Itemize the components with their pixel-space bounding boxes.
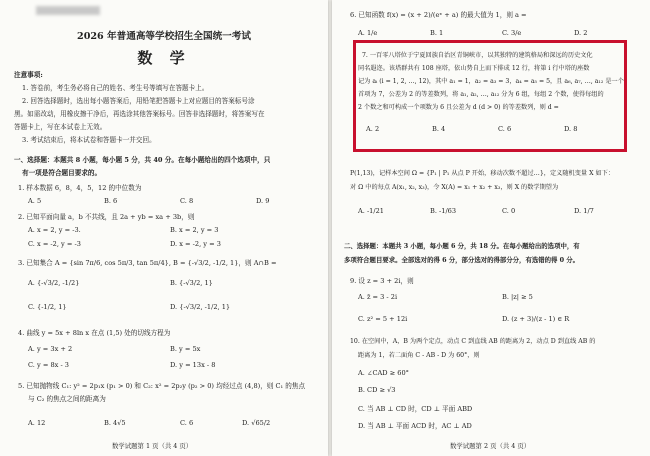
q8-line-1: P(1,13)，记样本空间 Ω = {P₁ | P₁ 从点 P 开始，移动次数不超过…}，定义随机变量 X 如下： [350, 170, 615, 177]
q2-option-a: A. x = 2, y = -3. [28, 226, 81, 234]
q7-line-3: 记为 aᵢ (i = 1, 2, …, 12)，其中 a₁ = 1，a₂ = a₃ = 3，a₄ = a₅ = 5，且 a₆, a₇, …, a₁₂ 是一个 [358, 78, 624, 85]
q1-stem: 1. 样本数据 6，8，4，5，12 的中位数为 [18, 184, 142, 192]
q8-option-a: A. -1/21 [358, 207, 384, 215]
question-7-highlight-box [353, 40, 627, 152]
q7-option-d: D. 8 [564, 125, 578, 133]
q4-option-b: B. y = 5x [170, 345, 201, 353]
q6-option-b: B. 1 [430, 29, 444, 37]
q6-option-a: A. 1/e [358, 29, 378, 37]
notice-item-3: 3. 考试结束后，将本试卷和答题卡一并交回。 [22, 136, 156, 144]
q9-stem: 9. 设 z = 3 + 2i，则 [350, 277, 414, 285]
section2-heading-cont: 多项符合题目要求。全部选对的得 6 分，部分选对的得部分分，有选错的得 0 分。 [344, 256, 580, 264]
q3-stem: 3. 已知集合 A = {sin 7π/6, cos 5π/3, tan 5π/4}, B = {-√3/2, -1/2, 1}，则 A∩B = [18, 259, 277, 267]
q10-option-c: C. 当 AB ⊥ CD 时，CD ⊥ 平面 ABD [358, 405, 473, 413]
notice-item-2-end: 答题卡上，写在本试卷上无效。 [14, 123, 107, 131]
q10-option-b: B. CD ≥ √3 [358, 386, 396, 394]
blurred-header [36, 6, 100, 15]
q3-option-c: C. {-1/2, 1} [28, 303, 67, 311]
q9-option-c: C. z² = 5 + 12i [358, 315, 408, 323]
section1-heading: 一、选择题：本题共 8 小题，每小题 5 分，共 40 分。在每小题给出的四个选项中，只 [14, 156, 271, 164]
exam-title: 2026 年普通高等学校招生全国统一考试 [77, 31, 251, 42]
q2-option-b: B. x = 2, y = 3 [170, 226, 219, 234]
q2-option-d: D. x = -2, y = 3 [170, 240, 221, 248]
q1-option-c: C. 8 [180, 197, 194, 205]
q5-stem-cont: 与 C₂ 的焦点之间的距离为 [28, 395, 106, 403]
q7-line-4: 首项为 7，公差为 2 的等差数列，将 a₁, a₂, …, a₁₂ 分为 6 组，每组 2 个数，使得每组的 [358, 91, 604, 98]
q9-option-a: A. z̄ = 3 - 2i [358, 293, 398, 301]
section2-heading: 二、选择题：本题共 3 小题，每小题 6 分，共 18 分。在每小题给出的选项中，有 [344, 242, 580, 250]
q8-option-d: D. 1/7 [574, 207, 594, 215]
q9-option-d: D. (z + 3)/(z - 1) ∈ R [502, 315, 570, 323]
page-footer-1: 数学试题第 1 页（共 4 页） [112, 442, 193, 450]
q6-option-c: C. 3/e [502, 29, 522, 37]
q6-option-d: D. 2 [574, 29, 588, 37]
q5-option-b: B. 4√5 [104, 419, 126, 427]
q8-line-2: 对 Ω 中的每点 A(x₁, x₂, x₃)，令 X(A) = x₁ + x₂ + x₃，则 X 的数学期望为 [350, 184, 559, 191]
q1-option-d: D. 9 [256, 197, 270, 205]
q10-line-2: 距离为 1，若二面角 C - AB - D 为 60°，则 [358, 352, 480, 359]
q10-option-a: A. ∠CAD ≥ 60° [358, 369, 409, 377]
q3-option-b: B. {-√3/2, 1} [170, 279, 213, 287]
q3-option-d: D. {-√3/2, -1/2, 1} [170, 303, 231, 311]
q4-option-c: C. y = 8x - 3 [28, 361, 69, 369]
q9-option-b: B. |z| ≥ 5 [502, 293, 533, 301]
q2-option-c: C. x = -2, y = -3 [28, 240, 81, 248]
q8-option-b: B. -1/63 [430, 207, 457, 215]
q3-option-a: A. {-√3/2, -1/2} [28, 279, 80, 287]
notice-heading: 注意事项: [14, 71, 43, 79]
notice-item-2-cont: 黑。如需改动，用橡皮擦干净后，再选涂其他答案标号。回答非选择题时，将答案写在 [14, 110, 265, 118]
q7-option-b: B. 4 [432, 125, 446, 133]
q4-option-d: D. y = 13x - 8 [170, 361, 216, 369]
q5-option-c: C. 6 [180, 419, 194, 427]
notice-item-1: 1. 答卷前，考生务必将自己的姓名、考生号等填写在答题卡上。 [22, 84, 209, 92]
section1-heading-cont: 有一项是符合题目要求的。 [22, 169, 102, 177]
q7-option-a: A. 2 [366, 125, 380, 133]
q4-option-a: A. y = 3x + 2 [28, 345, 73, 353]
q8-option-c: C. 0 [502, 207, 516, 215]
q7-line-2: 同名遐迩。该塔群共有 108 座塔，依山势自上而下排成 12 行，将第 i 行中塔的座数 [358, 65, 590, 72]
q1-option-b: B. 6 [104, 197, 118, 205]
page-footer-2: 数学试题第 2 页（共 4 页） [450, 442, 531, 450]
exam-subject: 数 学 [137, 49, 191, 67]
q1-option-a: A. 5 [28, 197, 42, 205]
q6-stem: 6. 已知函数 f(x) = (x + 2)/(eˣ + a) 的最大值为 1，则 a = [350, 11, 527, 19]
q5-option-d: D. √65/2 [242, 419, 271, 427]
q7-line-1: 7. 一百零八塔位于宁夏回族自治区青铜峡市，以其独特的建筑格局和深远的历史文化 [362, 52, 593, 59]
q7-line-5: 2 个数之和可构成一个项数为 6 且公差为 d (d > 0) 的等差数列，则 d = [358, 104, 559, 111]
q7-option-c: C. 6 [498, 125, 512, 133]
q4-stem: 4. 曲线 y = 5x + 8ln x 在点 (1,5) 处的切线方程为 [18, 329, 171, 337]
q5-option-a: A. 12 [28, 419, 46, 427]
q5-stem: 5. 已知抛物线 C₁: y² = 2p₁x (p₁ > 0) 和 C₂: x² = 2p₂y (p₂ > 0) 均经过点 (4,8)，则 C₁ 的焦点 [18, 382, 306, 390]
q10-line-1: 10. 在空间中，A，B 为两个定点，动点 C 到直线 AB 的距离为 2，动点 D 到直线 AB 的 [350, 338, 596, 345]
q2-stem: 2. 已知平面向量 a，b 不共线，且 2a + yb = xa + 3b，则 [18, 213, 195, 221]
q10-option-d: D. 当 AB ⊥ 平面 ACD 时，AC ⊥ AD [358, 422, 472, 430]
notice-item-2: 2. 回答选择题时，选出每小题答案后，用铅笔把答题卡上对应题目的答案标号涂 [22, 97, 255, 105]
